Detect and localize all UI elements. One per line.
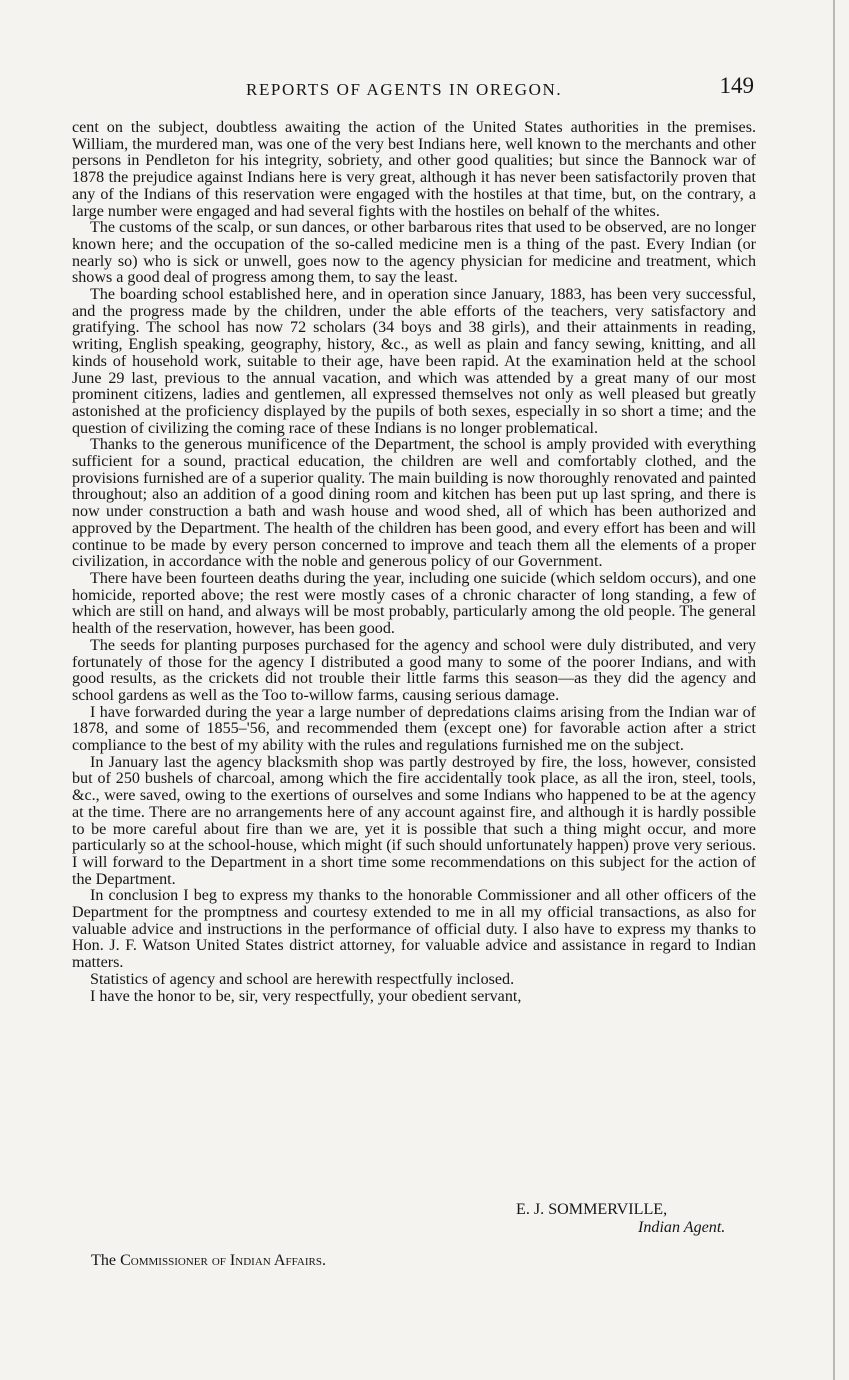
running-head: REPORTS OF AGENTS IN OREGON. — [246, 80, 563, 99]
addressee-prefix: The — [91, 1252, 117, 1269]
paragraph: There have been fourteen deaths during the year, including one suicide (which seldom occurs), and one homicide, reported above; the rest were mostly cases of a chronic character of long standing, a few of which are still on hand, and always will be most probably, particularly among the old people. The general health of the reservation, however, has been good. — [72, 569, 756, 638]
signer-title: Indian Agent. — [638, 1219, 726, 1236]
paragraph: The seeds for planting purposes purchased for the agency and school were duly distributed, and very fortunately of those for the agency I distributed a good many to some of the poorer Indians, and with good results, as the crickets did not trouble their little farms this season—as they did the agency and school gardens as well as the Too to-willow farms, causing serious damage. — [72, 636, 756, 704]
paragraph: I have forwarded during the year a large number of depredations claims arising from the Indian war of 1878, and some of 1855–'56, and recommended them (except one) for favorable action after a strict compliance to the best of my ability with the rules and regulations furnished me on the subject. — [72, 703, 756, 755]
paragraph: In conclusion I beg to express my thanks to the honorable Commissioner and all other officers of the Department for the promptness and courtesy extended to me in all my official transactions, as also for valuable advice and instructions in the performance of official duty. I also have to express my thanks to Hon. J. F. Watson United States district attorney, for valuable advice and assistance in regard to Indian matters. — [72, 887, 756, 972]
page-number: 149 — [719, 73, 754, 98]
signer-name: E. J. SOMMERVILLE, — [516, 1201, 668, 1218]
enclosure-line: Statistics of agency and school are herewith respectfully inclosed. — [90, 970, 515, 988]
page-header — [88, 73, 756, 106]
addressee — [91, 1252, 326, 1270]
paragraph: The boarding school established here, and in operation since January, 1883, has been very successful, and the progress made by the children, under the able efforts of the teachers, very satisfactory and gratifying. The school has now 72 scholars (34 boys and 38 girls), and their attainments in reading, writing, English speaking, geography, history, &c., as well as plain and fancy sewing, knitting, and all kinds of household work, suitable to their age, have been rapid. At the examination held at the school June 29 last, previous to the annual vacation, and which was attended by a great many of our most prominent citizens, ladies and gentlemen, all expressed themselves not only as well pleased but greatly astonished at the proficiency displayed by the pupils of both sexes, especially in so short a time; and the question of civilizing the coming race of these Indians is no longer problematical. — [72, 286, 756, 437]
addressee-title: Commissioner of Indian Affairs. — [120, 1252, 326, 1269]
paragraph: In January last the agency blacksmith shop was partly destroyed by fire, the loss, however, consisted but of 250 bushels of charcoal, among which the fire accidentally took place, as all the iron, steel, tools, &c., were saved, owing to the exertions of ourselves and some Indians who happened to be at the agency at the time. There are no arrangements here of any account against fire, and although it is hardly possible to be more careful about fire than we are, yet it is possible that such a thing might occur, and more particularly so at the school-house, which might (if such should unfortunately happen) prove very serious. I will forward to the Department in a short time some recommendations on this subject for the action of the Department. — [72, 753, 756, 888]
page-edge — [833, 0, 835, 1380]
report-body — [72, 120, 756, 1005]
paragraph: The customs of the scalp, or sun dances, or other barbarous rites that used to be observed, are no longer known here; and the occupation of the so-called medicine men is a thing of the past. Every Indian (or nearly so) who is sick or unwell, goes now to the agency physician for medicine and treatment, which shows a good deal of progress among them, to say the least. — [72, 219, 756, 287]
paragraph: cent on the subject, doubtless awaiting the action of the United States authorities in the premises. William, the murdered man, was one of the very best Indians here, well known to the merchants and other persons in Pendleton for his integrity, sobriety, and other good qualities; but since the Bannock war of 1878 the prejudice against Indians here is very great, although it has never been satisfactorily proven that any of the Indians of this reservation were engaged with the hostiles at that time, but, on the contrary, a large number were engaged and had several fights with the hostiles on behalf of the whites. — [72, 119, 756, 220]
salutation-line: I have the honor to be, sir, very respectfully, your obedient servant, — [90, 987, 522, 1005]
paragraph: Thanks to the generous munificence of the Department, the school is amply provided with everything sufficient for a sound, practical education, the children are well and comfortably clothed, and the provisions furnished are of a superior quality. The main building is now thoroughly renovated and painted throughout; also an addition of a good dining room and kitchen has been put up last spring, and there is now under construction a bath and wash house and wood shed, all of which has been authorized and approved by the Department. The health of the children has been good, and every effort has been and will continue to be made by every person concerned to improve and teach them all the elements of a proper civilization, in accordance with the noble and generous policy of our Government. — [72, 436, 756, 571]
